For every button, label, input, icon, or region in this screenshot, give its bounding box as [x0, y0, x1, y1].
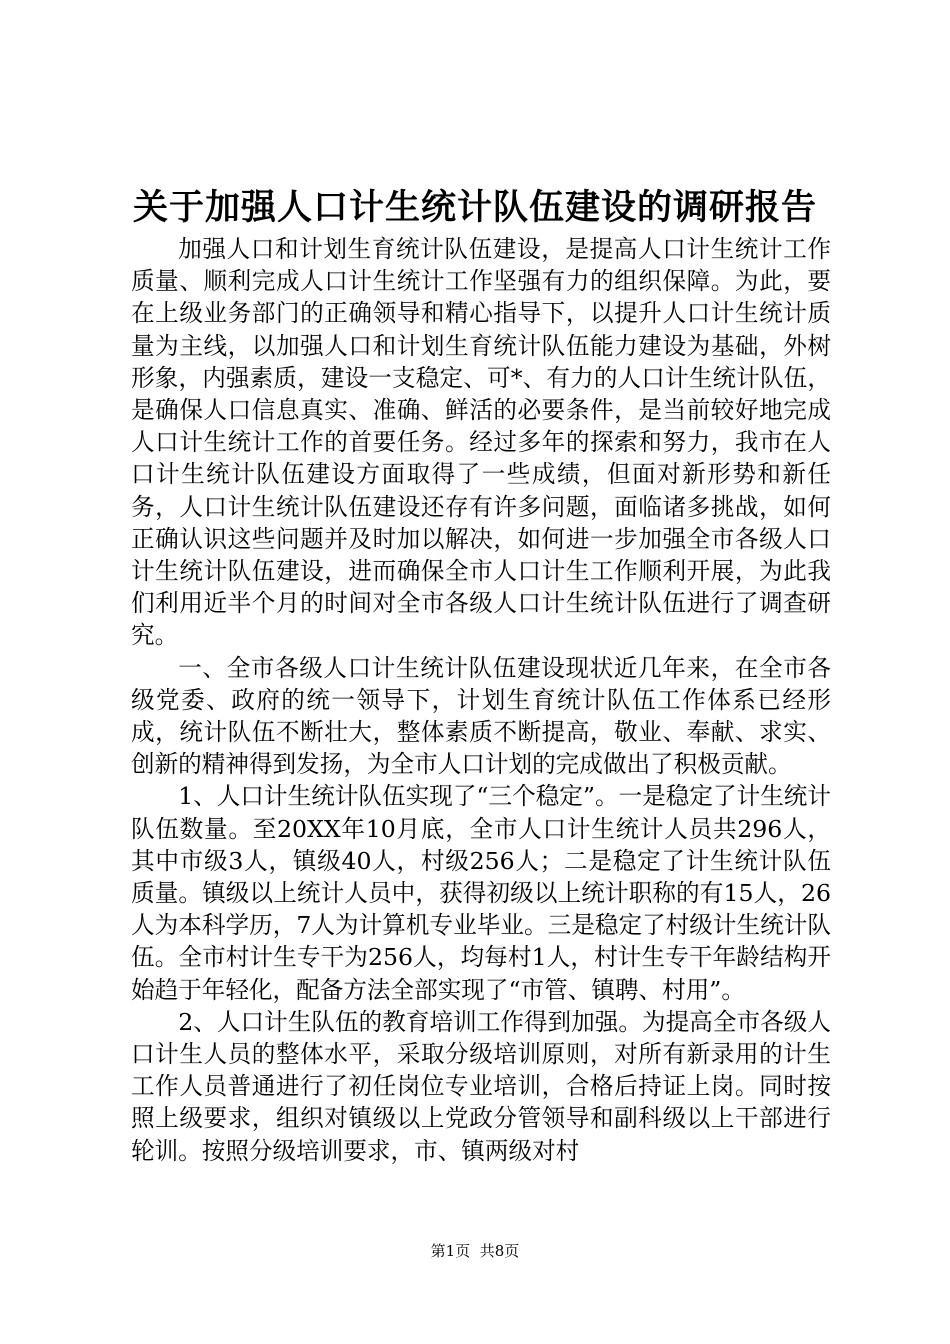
paragraph-section-one: 一、全市各级人口计生统计队伍建设现状近几年来，在全市各级党委、政府的统一领导下，计划生育统计队伍工作体系已经形成，统计队伍不断壮大，整体素质不断提高，敬业、奉献、求实、创新的精神得到发扬，为全市人口计划的完成做出了积极贡献。: [131, 653, 831, 779]
footer-gap: [470, 1242, 480, 1260]
paragraph-item-one: 1、人口计生统计队伍实现了“三个稳定”。一是稳定了计生统计队伍数量。至20XX年10月底，全市人口计生统计人员共296人，其中市级3人，镇级40人，村级256人；二是稳定了计生统计队伍质量。镇级以上统计人员中，获得初级以上统计职称的有15人，26人为本科学历，7人为计算机专业毕业。三是稳定了村级计生统计队伍。全市村计生专干为256人，均每村1人，村计生专干年龄结构开始趋于年轻化，配备方法全部实现了“市管、镇聘、村用”。: [131, 782, 831, 1004]
page-total: 共8页: [479, 1242, 520, 1260]
document-title: 关于加强人口计生统计队伍建设的调研报告: [132, 187, 817, 228]
paragraph-item-two: 2、人口计生队伍的教育培训工作得到加强。为提高全市各级人口计生人员的整体水平，采取分级培训原则，对所有新录用的计生工作人员普通进行了初任岗位专业培训，合格后持证上岗。同时按照上级要求，组织对镇级以上党政分管领导和副科级以上干部进行轮训。按照分级培训要求，市、镇两级对村: [131, 1007, 831, 1165]
document-body: [131, 233, 831, 1167]
page-footer: [0, 1240, 950, 1262]
page-number: 第1页: [430, 1242, 471, 1260]
paragraph-intro: 加强人口和计划生育统计队伍建设，是提高人口计生统计工作质量、顺利完成人口计生统计工作坚强有力的组织保障。为此，要在上级业务部门的正确领导和精心指导下，以提升人口计生统计质量为主线，以加强人口和计划生育统计队伍能力建设为基础，外树形象，内强素质，建设一支稳定、可*、有力的人口计生统计队伍，是确保人口信息真实、准确、鲜活的必要条件，是当前较好地完成人口计生统计工作的首要任务。经过多年的探索和努力，我市在人口计生统计队伍建设方面取得了一些成绩，但面对新形势和新任务，人口计生统计队伍建设还存有许多问题，面临诸多挑战，如何正确认识这些问题并及时加以解决，如何进一步加强全市各级人口计生统计队伍建设，进而确保全市人口计生工作顺利开展，为此我们利用近半个月的时间对全市各级人口计生统计队伍进行了调查研究。: [131, 235, 831, 650]
